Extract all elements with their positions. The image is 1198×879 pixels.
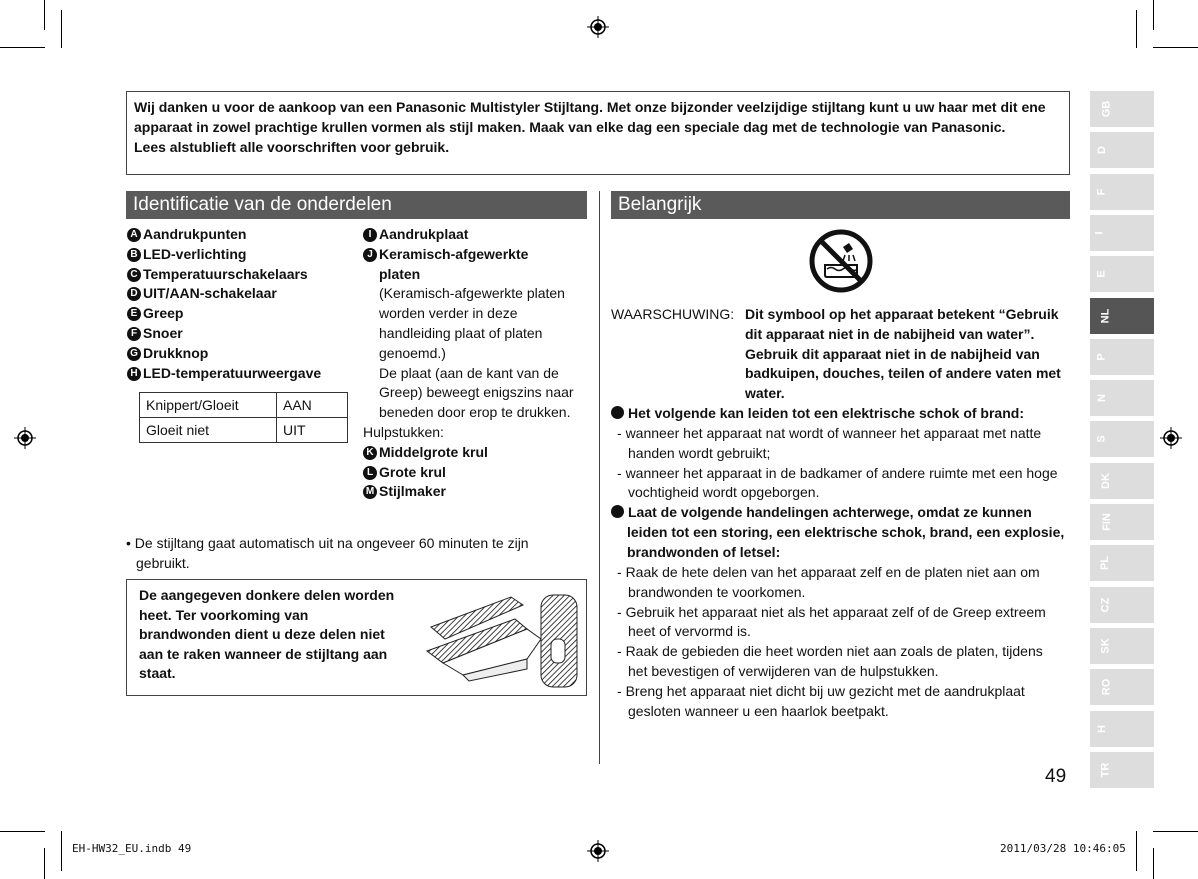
intro-box bbox=[126, 91, 1070, 175]
language-tab-ro[interactable] bbox=[1090, 669, 1154, 705]
list-item: - Breng het apparaat niet dicht bij uw gezicht met de aandrukplaat gesloten wanneer u een haarlok beetpakt. bbox=[617, 682, 1025, 719]
crop-mark bbox=[61, 831, 62, 871]
part-description: De plaat (aan de kant van de Greep) beweegt enigszins naar beneden door erop te drukken. bbox=[379, 364, 574, 421]
language-tab-label: N bbox=[1095, 394, 1108, 403]
crop-mark bbox=[1153, 0, 1154, 30]
list-item-text: Raak de hete delen van het apparaat zelf en de platen niet aan om brandwonden te voorkomen. bbox=[625, 564, 1040, 600]
table-cell: UIT bbox=[277, 418, 348, 443]
list-item: - Raak de gebieden die heet worden niet aan zoals de platen, tijdens het bevestigen of verwijderen van de hulpstukken. bbox=[617, 643, 1043, 679]
part-letter-badge: A bbox=[127, 228, 141, 242]
part-item bbox=[127, 225, 321, 245]
led-status-table bbox=[139, 392, 348, 443]
accessory-item bbox=[363, 463, 585, 483]
part-letter-badge: C bbox=[127, 268, 141, 282]
part-letter-badge: L bbox=[363, 466, 377, 480]
list-item-text: Raak de gebieden die heet worden niet aan zoals de platen, tijdens het bevestigen of verwijderen van de hulpstukken. bbox=[625, 643, 1043, 679]
language-tab-e[interactable] bbox=[1090, 256, 1154, 292]
language-tab-label: CZ bbox=[1099, 597, 1112, 612]
language-tab-label: FIN bbox=[1100, 513, 1113, 531]
language-tab-h[interactable] bbox=[1090, 711, 1154, 747]
intro-text: Wij danken u voor de aankoop van een Panasonic Multistyler Stijltang. Met onze bijzonder veelzijdige stijltang kunt u uw haar met dit ene apparaat in zowel prachtige krullen vormen als stijl maken. Maak van elke dag een speciale dag met de technologie van Panasonic. bbox=[134, 99, 1046, 135]
part-item bbox=[127, 245, 321, 265]
part-label: Drukknop bbox=[143, 344, 209, 361]
crop-mark bbox=[1153, 47, 1198, 48]
table-row bbox=[140, 418, 348, 443]
language-tab-tr[interactable] bbox=[1090, 752, 1154, 788]
list-item: - Gebruik het apparaat niet als het apparaat zelf of de Greep extreem heet of vervormd is. bbox=[617, 603, 1046, 640]
registration-mark-icon bbox=[14, 427, 36, 449]
part-label: Greep bbox=[143, 305, 184, 322]
bullet-text: Het volgende kan leiden tot een elektrische schok of brand: bbox=[628, 405, 1024, 421]
crop-mark bbox=[1136, 831, 1137, 871]
language-tab-f[interactable] bbox=[1090, 174, 1154, 210]
language-tab-i[interactable] bbox=[1090, 215, 1154, 251]
language-tab-pl[interactable] bbox=[1090, 545, 1154, 581]
table-cell: Knippert/Gloeit bbox=[140, 393, 277, 418]
bullet1-list bbox=[617, 424, 1065, 503]
accessory-item bbox=[363, 443, 585, 463]
auto-off-text: De stijltang gaat automatisch uit na ongeveer 60 minuten te zijn gebruikt. bbox=[134, 535, 529, 571]
list-item-text: Breng het apparaat niet dicht bij uw gezicht met de aandrukplaat gesloten wanneer u een haarlok beetpakt. bbox=[625, 682, 1025, 719]
language-tab-nl[interactable] bbox=[1090, 298, 1154, 334]
list-item: - Raak de hete delen van het apparaat zelf en de platen niet aan om brandwonden te voorkomen. bbox=[617, 564, 1040, 600]
language-tab-label: P bbox=[1095, 353, 1108, 361]
part-letter-badge: D bbox=[127, 287, 141, 301]
part-label: Aandrukpunten bbox=[143, 226, 247, 242]
list-item: - wanneer het apparaat nat wordt of wanneer het apparaat met natte handen wordt gebruikt; bbox=[617, 425, 1042, 461]
part-label: Temperatuurschakelaars bbox=[143, 265, 308, 282]
language-tab-label: GB bbox=[1100, 100, 1113, 118]
crop-mark bbox=[0, 47, 45, 48]
accessories-label: Hulpstukken: bbox=[363, 423, 444, 440]
part-item bbox=[127, 324, 321, 344]
column-divider bbox=[599, 191, 600, 764]
language-tab-label: RO bbox=[1100, 678, 1113, 696]
part-label: Aandrukplaat bbox=[379, 226, 469, 242]
crop-mark bbox=[44, 848, 45, 879]
bullet2-list bbox=[617, 563, 1065, 721]
list-item-text: Gebruik het apparaat niet als het apparaat zelf of de Greep extreem heet of vervormd is. bbox=[625, 603, 1046, 640]
crop-mark bbox=[1153, 831, 1198, 832]
part-item bbox=[127, 304, 321, 324]
language-tab-label: TR bbox=[1099, 762, 1112, 778]
language-tab-s[interactable] bbox=[1090, 421, 1154, 457]
warning-text: Dit symbool op het apparaat betekent “Gebruik dit apparaat niet in de nabijheid van water”. Gebruik dit apparaat niet in de nabijheid van badkuipen, douches, teilen of andere vaten met water. bbox=[745, 306, 1061, 402]
language-tab-label: SK bbox=[1099, 638, 1112, 654]
part-label: Keramisch-afgewerkte bbox=[379, 245, 529, 262]
auto-off-note: • De stijltang gaat automatisch uit na ongeveer 60 minuten te zijn gebruikt. bbox=[126, 535, 529, 571]
parts-list bbox=[127, 225, 321, 383]
part-letter-badge: G bbox=[127, 347, 141, 361]
part-item bbox=[127, 344, 321, 364]
hot-parts-warning: De aangegeven donkere delen worden heet. Ter voorkoming van brandwonden dient u deze delen niet aan te raken wanneer de stijltang aan staat. bbox=[139, 587, 395, 682]
crop-mark bbox=[1136, 10, 1137, 48]
part-label: Stijlmaker bbox=[379, 483, 446, 500]
part-label: Grote krul bbox=[379, 463, 446, 480]
part-item bbox=[127, 265, 321, 285]
registration-mark-icon bbox=[1160, 427, 1182, 449]
language-tab-dk[interactable] bbox=[1090, 463, 1154, 499]
part-letter-badge: I bbox=[363, 228, 377, 242]
part-label: Snoer bbox=[143, 324, 183, 341]
language-tab-label: D bbox=[1095, 146, 1108, 155]
registration-mark-icon bbox=[587, 16, 609, 38]
part-letter-badge: K bbox=[363, 446, 377, 460]
part-description: (Keramisch-afgewerkte platen worden verder in deze handleiding plaat of platen genoemd.) bbox=[379, 285, 565, 361]
table-cell: AAN bbox=[277, 393, 348, 418]
part-label: UIT/AAN-schakelaar bbox=[143, 285, 277, 302]
language-tab-label: I bbox=[1093, 231, 1106, 235]
language-tab-label: S bbox=[1095, 435, 1108, 444]
part-item bbox=[127, 284, 321, 304]
parts-list-2 bbox=[363, 225, 585, 502]
language-tab-label: E bbox=[1095, 270, 1108, 278]
language-tab-sk[interactable] bbox=[1090, 628, 1154, 664]
styler-illustration-icon bbox=[423, 589, 581, 689]
footer-file-info: EH-HW32_EU.indb 49 bbox=[72, 842, 192, 855]
accessory-item bbox=[363, 482, 585, 502]
language-tab-n[interactable] bbox=[1090, 380, 1154, 416]
crop-mark bbox=[61, 10, 62, 48]
part-item bbox=[363, 245, 585, 265]
part-item bbox=[363, 225, 585, 245]
no-water-icon bbox=[809, 229, 873, 293]
part-letter-badge: E bbox=[127, 307, 141, 321]
language-tab-d[interactable] bbox=[1090, 132, 1154, 168]
section-heading-parts: Identificatie van de onderdelen bbox=[126, 191, 587, 219]
bullet-electric-shock bbox=[611, 404, 1066, 424]
list-item-text: wanneer het apparaat nat wordt of wanneer het apparaat met natte handen wordt gebruikt; bbox=[625, 425, 1042, 461]
hot-parts-box bbox=[126, 579, 587, 696]
part-letter-badge: M bbox=[363, 485, 377, 499]
part-letter-badge: F bbox=[127, 327, 141, 341]
part-label: Middelgrote krul bbox=[379, 443, 488, 460]
crop-mark bbox=[1153, 848, 1154, 879]
part-letter-badge: B bbox=[127, 248, 141, 262]
part-label: LED-verlichting bbox=[143, 245, 247, 262]
table-row bbox=[140, 393, 348, 418]
intro-instruction: Lees alstublieft alle voorschriften voor gebruik. bbox=[134, 139, 450, 155]
language-tab-cz[interactable] bbox=[1090, 587, 1154, 623]
crop-mark bbox=[0, 831, 45, 832]
bullet-text: Laat de volgende handelingen achterwege, omdat ze kunnen leiden tot een storing, een elektrische schok, brand, een explosie, brandwonden of letsel: bbox=[627, 504, 1065, 560]
part-letter-badge: H bbox=[127, 367, 141, 381]
language-tab-gb[interactable] bbox=[1090, 91, 1154, 127]
bullet-malfunction bbox=[611, 503, 1066, 562]
crop-mark bbox=[44, 0, 45, 30]
language-tab-fin[interactable] bbox=[1090, 504, 1154, 540]
part-label-continued: platen bbox=[379, 265, 421, 282]
part-label: LED-temperatuurweergave bbox=[143, 364, 322, 381]
section-heading-important: Belangrijk bbox=[611, 191, 1070, 219]
registration-mark-icon bbox=[587, 840, 609, 862]
warning-label bbox=[611, 305, 734, 325]
language-tab-p[interactable] bbox=[1090, 339, 1154, 375]
part-item bbox=[127, 364, 321, 384]
table-cell: Gloeit niet bbox=[140, 418, 277, 443]
bullet-icon bbox=[611, 505, 624, 518]
language-tab-label: NL bbox=[1099, 308, 1112, 323]
list-item: - wanneer het apparaat in de badkamer of andere ruimte met een hoge vochtigheid wordt opgeborgen. bbox=[617, 464, 1058, 501]
language-tab-label: PL bbox=[1099, 556, 1112, 571]
warning-label-text: WAARSCHUWING: bbox=[611, 306, 735, 322]
footer-timestamp: 2011/03/28 10:46:05 bbox=[1000, 842, 1126, 855]
language-tab-label: H bbox=[1095, 724, 1108, 733]
language-tab-label: F bbox=[1095, 188, 1108, 195]
part-letter-badge: J bbox=[363, 248, 377, 262]
list-item-text: wanneer het apparaat in de badkamer of andere ruimte met een hoge vochtigheid wordt opgeborgen. bbox=[625, 464, 1058, 501]
language-tab-label: DK bbox=[1099, 472, 1112, 489]
page-number: 49 bbox=[1045, 766, 1067, 787]
bullet-icon bbox=[611, 406, 624, 419]
